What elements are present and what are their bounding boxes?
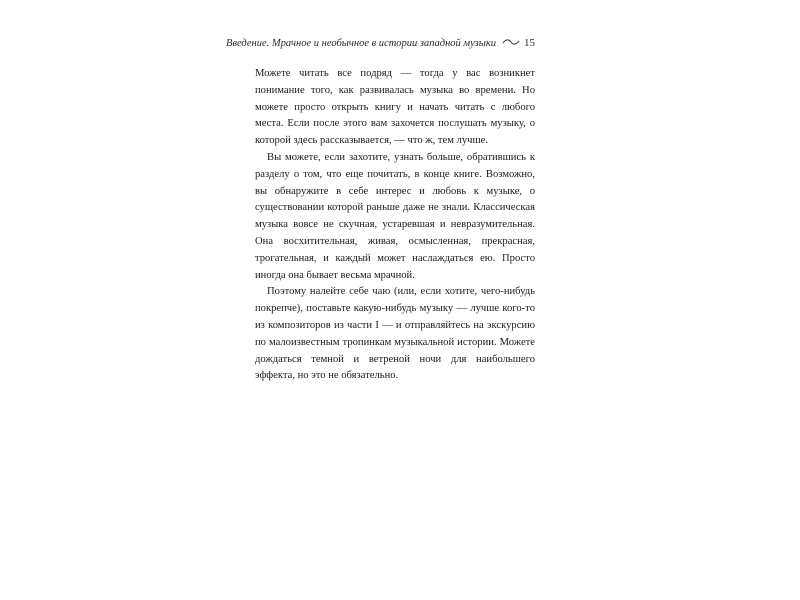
page-number: 15	[524, 37, 535, 49]
paragraph-3: Поэтому налейте себе чаю (или, если хотите, чего-нибудь покрепче), поставьте какую-нибудь музыку — лучше кого-то из композиторов из части I — и отправляйтесь на экскурсию по малоизвестным тропинкам музыкальной истории. Можете дождаться темной и ветреной ночи для наибольшего эффекта, но это не обязательно.	[255, 286, 535, 382]
body-text	[255, 66, 535, 385]
paragraph-2: Вы можете, если захотите, узнать больше, обратившись к разделу о том, что еще почитать, в конце книге. Возможно, вы обнаружите в себе интерес и любовь к музыке, о существовании которой раньше даже не знали. Классическая музыка вовсе не скучная, устаревшая и невразумительная. Она восхитительная, живая, осмысленная, прекрасная, трогательная, и каждый может наслаждаться ею. Просто иногда она бывает весьма мрачной.	[255, 151, 535, 281]
running-head	[226, 35, 535, 51]
paragraph-1: Можете читать все подряд — тогда у вас возникнет понимание того, как развивалась музыка во времени. Но можете просто открыть книгу и начать читать с любого места. Если после этого вам захочется послушать музыку, о которой здесь рассказывается, — что ж, тем лучше.	[255, 68, 535, 147]
ornament-tilde-icon	[502, 38, 520, 49]
running-head-title: Введение. Мрачное и необычное в истории западной музыки	[226, 37, 496, 49]
